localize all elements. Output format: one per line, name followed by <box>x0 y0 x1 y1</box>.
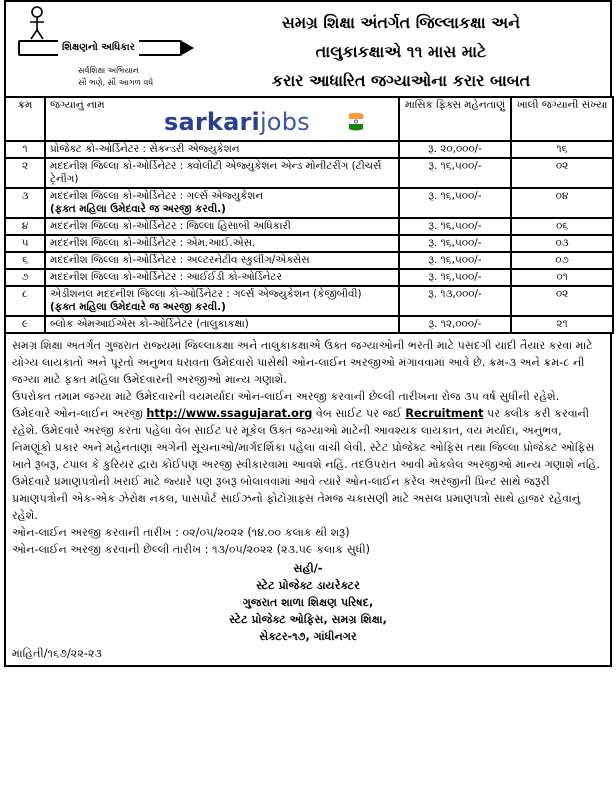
vacancy-cell <box>511 141 613 158</box>
serial-cell-text: ૨ <box>21 160 29 172</box>
salary-cell-text: રૂ. ૧૬,૫૦૦/- <box>428 237 482 249</box>
vacancy-cell <box>511 158 613 188</box>
serial-cell <box>5 286 45 316</box>
serial-cell <box>5 252 45 269</box>
salary-cell-text: રૂ. ૧૬,૫૦૦/- <box>428 160 482 172</box>
advertisement-page <box>4 0 612 798</box>
post-name-cell <box>45 252 399 269</box>
paragraph-2: ઉપરોક્ત તમામ જગ્યા માટે ઉમેદવારની વયમર્યાદા ઓન-લાઈન અરજી કરવાની છેલ્લી તારીખના રોજ ૩૫ વર્ષ સુધીની રહેશે. <box>12 390 560 403</box>
salary-cell-text: રૂ. ૧૬,૫૦૦/- <box>428 190 482 202</box>
salary-cell <box>399 158 511 188</box>
serial-cell-text: ૯ <box>21 318 29 330</box>
start-date: ઓન-લાઈન અરજી કરવાની તારીખ : ૦૨/૦૫/૨૦૨૨ (૧૪.૦૦ કલાક થી શરૂ) <box>12 526 350 539</box>
notice-title <box>196 8 606 95</box>
vacancy-cell-text: ૦૪ <box>555 190 569 202</box>
vacancy-cell <box>511 269 613 286</box>
serial-cell-text: ૪ <box>21 220 29 232</box>
serial-cell <box>5 141 45 158</box>
column-header-serial: ક્રમ <box>5 97 45 141</box>
salary-cell-text: રૂ. ૧૨,૦૦૦/- <box>428 318 482 330</box>
signature-sd: સહી/- <box>293 562 323 575</box>
signature-line-2: ગુજરાત શાળા શિક્ષણ પરિષદ, <box>242 596 374 609</box>
paragraph-1: સમગ્ર શિક્ષા અંતર્ગત ગુજરાત રાજ્યમાં જિલ્લાકક્ષા અને તાલુકાકક્ષાએ ઉક્ત જગ્યાઓની ભરતી માટે પસંદગી યાદી તૈયાર કરવા માટે યોગ્ય લાયકાતો અને પૂરતો અનુભવ ધરાવતા ઉમેદવારો પાસેથી ઓન-લાઈન અરજીઓ મંગાવવામાં આવે છે. ક્રમ-૩ અને ક્રમ-૮ ની જગ્યા માટે ફક્ત મહિલા ઉમેદવારની અરજીઓ માન્ય ગણાશે. <box>12 339 593 386</box>
post-name-cell-text: મદદનીશ જિલ્લા કો-ઓર્ડિનેટર : અલ્ટરનેટીવ સ્કુલીંગ/એક્સેસ <box>50 254 310 266</box>
column-header-vacancies: ખાલી જગ્યાની સંખ્યા <box>511 97 613 141</box>
salary-cell <box>399 235 511 252</box>
salary-cell-text: રૂ. ૧૬,૫૦૦/- <box>428 271 482 283</box>
post-name-cell-text: મદદનીશ જિલ્લા કો-ઓર્ડિનેટર : ક્વોલીટી એજ્યુકેશન એન્ડ મોનીટરીંગ (ટીચર્સ ટ્રેનીંગ) <box>50 160 382 185</box>
signature-line-1: સ્ટેટ પ્રોજેક્ટ ડાયરેક્ટર <box>256 579 360 592</box>
vacancy-cell-text: ૦૩ <box>555 237 569 249</box>
title-line-2: તાલુકાકક્ષાએ ૧૧ માસ માટે <box>315 42 487 61</box>
vacancy-cell-text: ૦૬ <box>555 220 569 232</box>
salary-cell-text: રૂ. ૧૩,૦૦૦/- <box>428 288 482 300</box>
serial-cell-text: ૭ <box>21 271 29 283</box>
post-name-cell-text: બ્લોક એમઆઈએસ કો-ઓર્ડિનેટર (તાલુકાકક્ષા) <box>50 318 249 330</box>
post-name-cell <box>45 158 399 188</box>
table-row <box>5 188 613 218</box>
table-row <box>5 269 613 286</box>
paragraph-3-text-c: પર ક્લીક કરી કરવાની રહેશે. ઉમેદવારે અરજી કરતાં પહેલા વેબ સાઈટ પર મૂકેલ ઉક્ત જગ્યાઓ માટેની આવશ્યક લાયકાત, વય મર્યાદા, અનુભવ, નિમણૂંકો પ્રકાર અને મહેનતાણા અંગેની સૂચનાઓ/માર્ગદર્શિકા પહેલા વાંચી લેવી. સ્ટેટ પ્રોજેક્ટ ઓફિસ તથા જિલ્લા પ્રોજેક્ટ ઓફિસ ખાતે રૂબરૂ, ટપાલ કે કુરિયર દ્વારા કોઈપણ અરજી સ્વીકારવામાં આવશે નહિં. તદઉપરાંત આવી મોકલેલ અરજીઓ માન્ય ગણાશે નહિં. <box>12 407 600 471</box>
vacancy-cell <box>511 286 613 316</box>
serial-cell-text: ૫ <box>21 237 29 249</box>
serial-cell <box>5 188 45 218</box>
post-name-cell-text: પ્રોજેક્ટ કો-ઓર્ડિનેટર : સેકન્ડરી એજ્યુકેશન <box>50 143 240 155</box>
notice-body <box>4 334 612 667</box>
last-date: ઓન-લાઈન અરજી કરવાની છેલ્લી તારીખ : ૧૩/૦૫/૨૦૨૨ (૨૩.૫૯ કલાક સુધી) <box>12 543 371 556</box>
salary-cell <box>399 269 511 286</box>
logo-brand: શિક્ષણનો અધિકાર <box>58 40 139 56</box>
post-name-cell-text: મદદનીશ જિલ્લા કો-ઓર્ડિનેટર : જિલ્લા હિસાબી અધિકારી <box>50 220 291 232</box>
signature-block <box>12 560 604 645</box>
vacancy-cell <box>511 235 613 252</box>
salary-cell <box>399 286 511 316</box>
title-line-3: કરાર આધારિત જગ્યાઓના કરાર બાબત <box>271 71 531 90</box>
salary-cell <box>399 218 511 235</box>
post-name-cell-text: એડીશનલ મદદનીશ જિલ્લા કો-ઓર્ડિનેટર : ગર્લ્સ એજ્યુકેશન (કેજીબીવી) <box>50 288 362 300</box>
table-row <box>5 286 613 316</box>
salary-cell-text: રૂ. ૨૦,૦૦૦/- <box>428 143 482 155</box>
post-name-cell-text: મદદનીશ જિલ્લા કો-ઓર્ડિનેટર : આઈઈડી કો-ઓર્ડિનેટર <box>50 271 282 283</box>
salary-cell <box>399 252 511 269</box>
paragraph-3-text-a: ઉમેદવારે ઓન-લાઈન અરજી <box>12 407 143 420</box>
paragraph-4: ઉમેદવારે પ્રમાણપત્રોની ખરાઈ માટે જ્યારે પણ રૂબરૂ બોલાવવામાં આવે ત્યારે ઓન-લાઈન કરેલ અરજીની પ્રિન્ટ સાથે જરૂરી પ્રમાણપત્રોની એક-એક ઝેરોક્ષ નકલ, પાસપોર્ટ સાઈઝનો ફોટોગ્રાફ્સ તેમજ ચકાસણી માટે અસલ પ્રમાણપત્રો સાથે હાજર રહેવાનું રહેશે. <box>12 475 581 522</box>
post-name-cell <box>45 269 399 286</box>
salary-cell-text: રૂ. ૧૬,૫૦૦/- <box>428 254 482 266</box>
signature-line-4: સેક્ટર-૧૭, ગાંધીનગર <box>259 630 357 643</box>
recruitment-link[interactable]: Recruitment <box>405 407 484 420</box>
serial-cell-text: ૮ <box>22 288 28 300</box>
women-only-note: (ફક્ત મહિલા ઉમેદવારે જ અરજી કરવી.) <box>50 301 226 313</box>
website-link[interactable]: http://www.ssagujarat.org <box>146 407 313 420</box>
salary-cell <box>399 188 511 218</box>
column-header-post: જગ્યાનું નામ <box>45 97 399 141</box>
watermark-text-b: jobs <box>259 108 310 136</box>
serial-cell <box>5 269 45 286</box>
vacancy-cell <box>511 218 613 235</box>
post-name-cell <box>45 316 399 333</box>
watermark-text-a: sarkari <box>164 108 260 136</box>
vacancy-cell <box>511 252 613 269</box>
serial-cell <box>5 218 45 235</box>
serial-cell-text: ૩ <box>21 190 29 202</box>
vacancy-cell-text: ૦૨ <box>555 160 569 172</box>
table-row <box>5 235 613 252</box>
vacancy-cell <box>511 188 613 218</box>
table-row <box>5 218 613 235</box>
post-name-cell <box>45 218 399 235</box>
vacancy-cell-text: ૧૬ <box>556 143 568 155</box>
logo-tagline-2: સૌ ભણે, સૌ આગળ વધે <box>78 78 154 87</box>
vacancy-cell-text: ૦૭ <box>555 254 569 266</box>
paragraph-3 <box>12 405 604 473</box>
table-row <box>5 316 613 333</box>
sarkarijobs-watermark <box>164 108 310 136</box>
serial-cell-text: ૧ <box>22 143 28 155</box>
vacancy-cell-text: ૦૨ <box>555 288 569 300</box>
rte-logo <box>10 6 190 94</box>
serial-cell-text: ૬ <box>22 254 28 266</box>
serial-cell <box>5 158 45 188</box>
table-row <box>5 158 613 188</box>
table-row <box>5 252 613 269</box>
title-line-1: સમગ્ર શિક્ષા અંતર્ગત જિલ્લાકક્ષા અને <box>281 13 521 32</box>
header <box>4 0 612 96</box>
paragraph-3-text-b: વેબ સાઈટ પર જઈ <box>315 407 402 420</box>
india-flag-icon <box>348 112 364 132</box>
serial-cell <box>5 235 45 252</box>
salary-cell-text: રૂ. ૧૬,૫૦૦/- <box>428 220 482 232</box>
serial-cell <box>5 316 45 333</box>
vacancy-cell <box>511 316 613 333</box>
salary-cell <box>399 316 511 333</box>
post-name-cell-text: મદદનીશ જિલ્લા કો-ઓર્ડિનેટર : ગર્લ્સ એજ્યુકેશન <box>50 190 264 202</box>
salary-cell <box>399 141 511 158</box>
table-row <box>5 141 613 158</box>
column-header-salary: માસિક ફિક્સ મહેનતાણું <box>399 97 511 141</box>
signature-line-3: સ્ટેટ પ્રોજેક્ટ ઓફિસ, સમગ્ર શિક્ષા, <box>229 613 387 626</box>
vacancy-cell-text: ૦૧ <box>556 271 568 283</box>
women-only-note: (ફક્ત મહિલા ઉમેદવારે જ અરજી કરવી.) <box>50 203 226 215</box>
post-name-cell-text: મદદનીશ જિલ્લા કો-ઓર્ડિનેટર : એમ.આઈ.એસ. <box>50 237 256 249</box>
vacancy-cell-text: ૨૧ <box>556 318 568 330</box>
post-name-cell <box>45 188 399 218</box>
post-name-cell <box>45 235 399 252</box>
information-reference: માહિતી/૧૬૭/૨૨-૨૩ <box>12 647 102 660</box>
post-name-cell <box>45 141 399 158</box>
logo-tagline-1: સર્વશિક્ષા અભિયાન <box>78 66 139 75</box>
post-name-cell <box>45 286 399 316</box>
child-reading-icon <box>24 6 50 40</box>
